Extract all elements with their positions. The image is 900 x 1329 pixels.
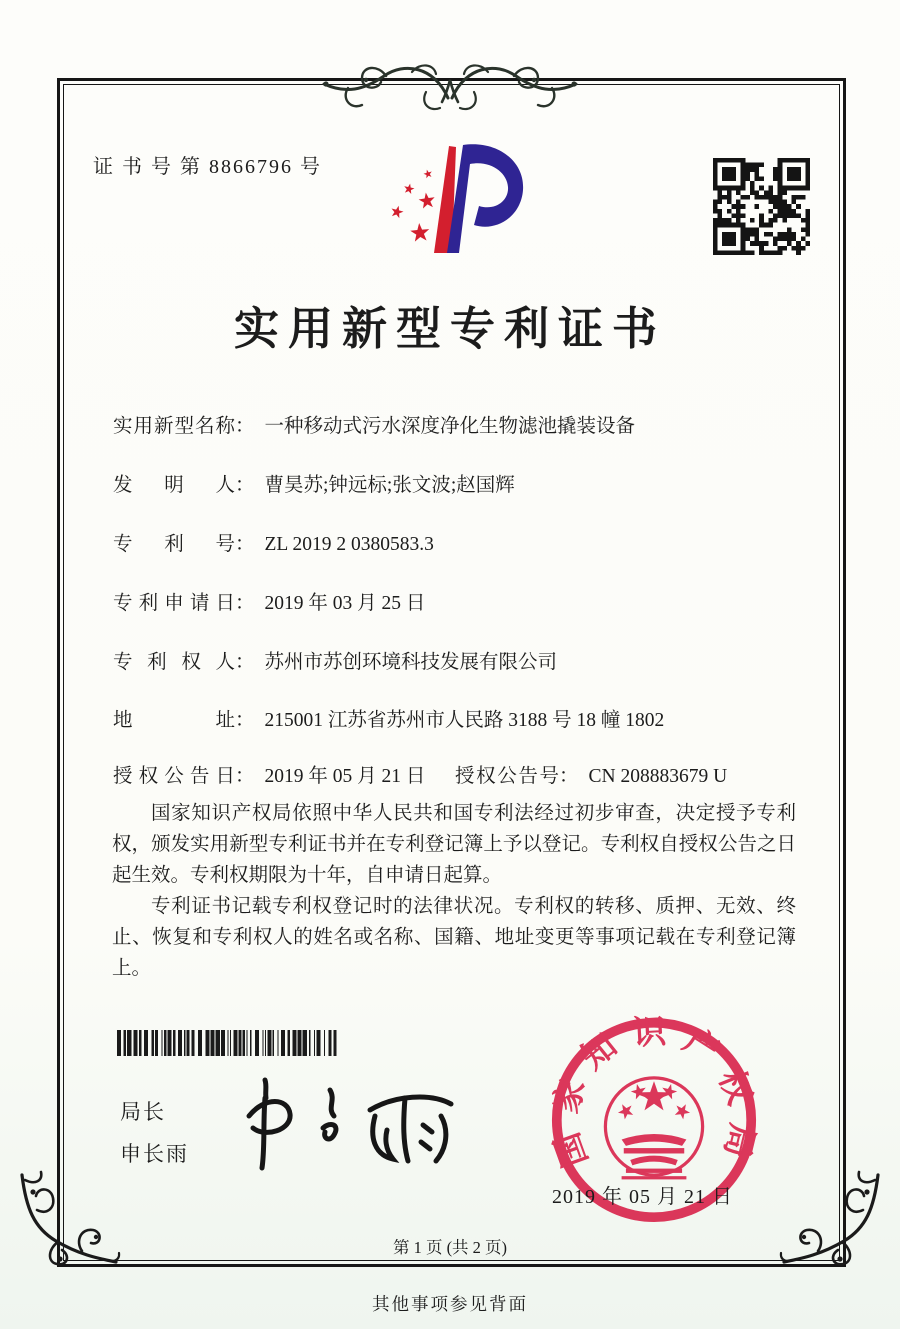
back-note: 其他事项参见背面 xyxy=(372,1294,528,1314)
field-label: 发明人 xyxy=(113,475,235,496)
grant-no-label: 授权公告号 xyxy=(455,766,559,787)
seal-date: 2019 年 05 月 21 日 xyxy=(552,1186,733,1208)
barcode-icon xyxy=(115,1030,343,1056)
page-number: 第 1 页 (共 2 页) xyxy=(392,1238,508,1257)
field-colon: ： xyxy=(235,652,255,673)
field-row-address xyxy=(113,704,664,732)
certificate-number: 证 书 号 第 8866796 号 xyxy=(93,156,322,178)
grant-date-label: 授权公告日 xyxy=(113,766,235,787)
director-signature-icon xyxy=(235,1068,475,1180)
field-colon: ： xyxy=(235,710,255,731)
field-row-name xyxy=(113,410,635,438)
director-name: 申长雨 xyxy=(120,1142,189,1166)
field-row-filing-date xyxy=(113,587,425,615)
field-colon: ： xyxy=(235,534,255,555)
grant-no-group xyxy=(455,760,727,788)
field-row-patentee xyxy=(113,646,557,674)
field-colon: ： xyxy=(235,416,255,437)
grant-date-value: 2019 年 05 月 21 日 xyxy=(264,766,426,787)
field-value: ZL 2019 2 0380583.3 xyxy=(264,534,434,555)
field-value: 一种移动式污水深度净化生物滤池撬装设备 xyxy=(264,416,636,437)
legal-text xyxy=(112,798,796,984)
field-value: 曹昊苏;钟远标;张文波;赵国辉 xyxy=(264,475,515,496)
field-label: 实用新型名称 xyxy=(113,416,235,437)
field-label: 专利号 xyxy=(113,534,235,555)
field-colon: ： xyxy=(235,593,255,614)
field-colon: ： xyxy=(235,766,255,787)
legal-paragraph-2: 专利证书记载专利权登记时的法律状况。专利权的转移、质押、无效、终止、恢复和专利权人的姓名或名称、国籍、地址变更等事项记载在专利登记簿上。 xyxy=(112,896,796,979)
legal-paragraph-1: 国家知识产权局依照中华人民共和国专利法经过初步审查，决定授予专利权，颁发实用新型专利证书并在专利登记簿上予以登记。专利权自授权公告之日起生效。专利权期限为十年，自申请日起算。 xyxy=(112,803,796,886)
grant-no-value: CN 208883679 U xyxy=(588,766,728,787)
field-colon: ： xyxy=(559,766,579,787)
field-row-grant xyxy=(113,760,728,788)
seal-text: 国家知识产权局 xyxy=(547,1013,761,1172)
field-value: 苏州市苏创环境科技发展有限公司 xyxy=(264,652,558,673)
certificate-title: 实用新型专利证书 xyxy=(233,304,666,354)
field-row-patent-no xyxy=(113,528,434,556)
cnipa-logo-icon xyxy=(362,132,547,274)
field-label: 专利权人 xyxy=(113,652,235,673)
field-value: 2019 年 03 月 25 日 xyxy=(264,593,426,614)
field-colon: ： xyxy=(235,475,255,496)
director-title: 局长 xyxy=(120,1100,166,1124)
field-row-inventors xyxy=(113,469,515,497)
field-label: 地址 xyxy=(113,710,235,731)
field-label: 专利申请日 xyxy=(113,593,235,614)
qr-code-icon xyxy=(713,158,810,255)
field-value: 215001 江苏省苏州市人民路 3188 号 18 幢 1802 xyxy=(264,710,665,731)
